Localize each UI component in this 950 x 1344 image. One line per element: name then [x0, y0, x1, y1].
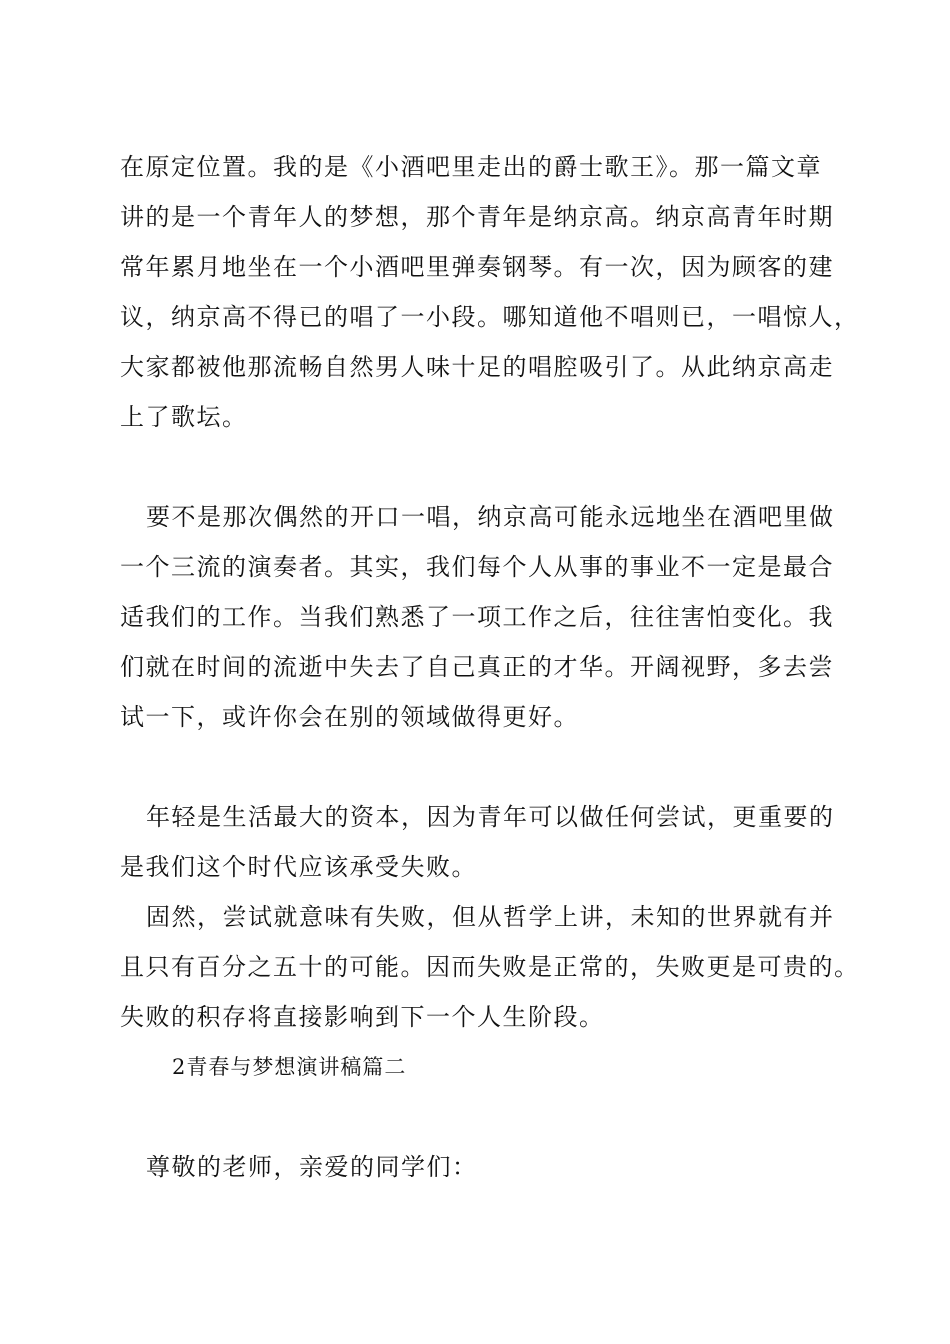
paragraph-1-line-1: 在原定位置。我的是《小酒吧里走出的爵士歌王》。那一篇文章 — [120, 153, 822, 181]
paragraph-1-line-2: 讲的是一个青年人的梦想，那个青年是纳京高。纳京高青年时期 — [120, 203, 834, 231]
paragraph-1-line-6: 上了歌坛。 — [120, 403, 248, 431]
paragraph-3-line-2: 是我们这个时代应该承受失败。 — [120, 853, 477, 881]
paragraph-2-line-4: 们就在时间的流逝中失去了自己真正的才华。开阔视野，多去尝 — [120, 653, 834, 681]
paragraph-1-line-3: 常年累月地坐在一个小酒吧里弹奏钢琴。有一次，因为顾客的建 — [120, 253, 834, 281]
section-heading: 2青春与梦想演讲稿篇二 — [172, 1055, 407, 1079]
paragraph-2-line-5: 试一下，或许你会在别的领域做得更好。 — [120, 703, 579, 731]
paragraph-4-line-3: 失败的积存将直接影响到下一个人生阶段。 — [120, 1003, 605, 1031]
salutation: 尊敬的老师，亲爱的同学们： — [146, 1153, 478, 1181]
paragraph-2-line-3: 适我们的工作。当我们熟悉了一项工作之后，往往害怕变化。我 — [120, 603, 834, 631]
paragraph-1-line-5: 大家都被他那流畅自然男人味十足的唱腔吸引了。从此纳京高走 — [120, 353, 834, 381]
paragraph-3-line-1: 年轻是生活最大的资本，因为青年可以做任何尝试，更重要的 — [146, 803, 835, 831]
paragraph-4-line-1: 固然，尝试就意味有失败，但从哲学上讲，未知的世界就有并 — [146, 903, 835, 931]
paragraph-2-line-2: 一个三流的演奏者。其实，我们每个人从事的事业不一定是最合 — [120, 553, 834, 581]
paragraph-4-line-2: 且只有百分之五十的可能。因而失败是正常的，失败更是可贵的。 — [120, 953, 860, 981]
paragraph-2-line-1: 要不是那次偶然的开口一唱，纳京高可能永远地坐在酒吧里做 — [146, 503, 835, 531]
paragraph-1-line-4: 议，纳京高不得已的唱了一小段。哪知道他不唱则已，一唱惊人， — [120, 303, 860, 331]
